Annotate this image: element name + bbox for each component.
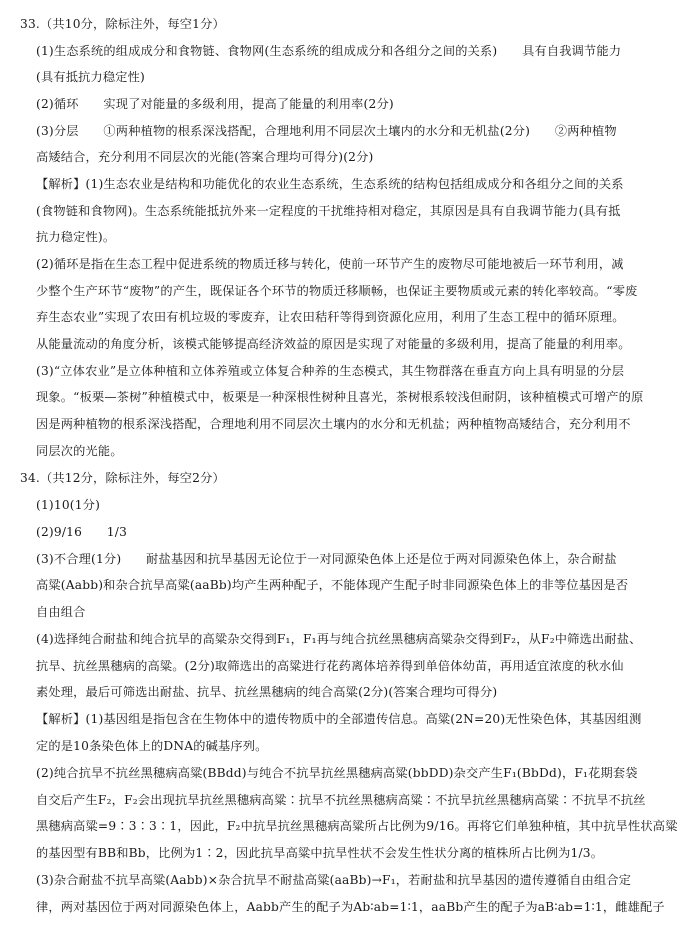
q34-answer-3-cont: 高粱(Aabb)和杂合抗旱高粱(aaBb)均产生两种配子，不能体现产生配子时非同源染色体上的非等位基因是否: [36, 578, 629, 592]
q34-analysis-2: (2)纯合抗旱不抗丝黑穗病高粱(BBdd)与纯合不抗旱抗丝黑穗病高粱(bbDD)杂交产生F₁(BbDd)，F₁花期套袋: [36, 766, 638, 780]
q33-analysis-3: (3)“立体农业”是立体种植和立体养殖或立体复合种养的生态模式，其生物群落在垂直方向上具有明显的分层: [36, 364, 625, 378]
q34-answer-1: (1)10(1分): [36, 498, 101, 512]
q33-answer-3-cont: 高矮结合，充分利用不同层次的光能(答案合理均可得分)(2分): [36, 150, 374, 164]
q34-analysis-1: 【解析】(1)基因组是指包含在生物体中的遗传物质中的全部遗传信息。高粱(2N=20)无性染色体，其基因组测: [36, 712, 642, 726]
q34-answer-3-end: 自由组合: [36, 605, 86, 619]
q33-answer-1: (1)生态系统的组成成分和食物链、食物网(生态系统的组成成分和各组分之间的关系) 具有自我调节能力: [36, 44, 622, 58]
q33-analysis-3-cont: 现象。“板栗—茶树”种植模式中，板栗是一种深根性树种且喜光，茶树根系较浅但耐阴，该种植模式可增产的原: [36, 390, 644, 404]
q33-answer-3: (3)分层 ①两种植物的根系深浅搭配，合理地利用不同层次土壤内的水分和无机盐(2分) ②两种植物: [36, 124, 617, 138]
q33-heading: 33.（共10分，除标注外，每空1分）: [20, 17, 225, 31]
q33-analysis-1: 【解析】(1)生态农业是结构和功能优化的农业生态系统，生态系统的结构包括组成成分和各组分之间的关系: [36, 177, 624, 191]
q33-analysis-3-end: 同层次的光能。: [36, 444, 123, 458]
q33-analysis-1-cont: (食物链和食物网)。生态系统能抵抗外来一定程度的干扰维持相对稳定，其原因是具有自我调节能力(具有抵: [36, 204, 621, 218]
q33-answer-1-cont: (具有抵抗力稳定性): [36, 70, 146, 84]
q33-analysis-1-end: 抗力稳定性)。: [36, 230, 116, 244]
q34-analysis-2-cont2: 黑穗病高粱=9∶3∶3∶1，因此，F₂中抗旱抗丝黑穗病高粱所占比例为9/16。再将它们单独种植，其中抗旱性状高粱: [36, 819, 678, 833]
q34-analysis-1-end: 定的是10条染色体上的DNA的碱基序列。: [36, 739, 268, 753]
q34-analysis-2-end: 的基因型有BB和Bb，比例为1∶2，因此抗旱高粱中抗旱性状不会发生性状分离的植株所占比例为1/3。: [36, 846, 604, 860]
q33-analysis-2-cont: 少整个生产环节“废物”的产生，既保证各个环节的物质迁移顺畅，也保证主要物质或元素的转化率较高。“零废: [36, 284, 638, 298]
q33-answer-2: (2)循环 实现了对能量的多级利用，提高了能量的利用率(2分): [36, 97, 394, 111]
q34-analysis-2-cont: 自交后产生F₂，F₂会出现抗旱抗丝黑穗病高粱∶抗旱不抗丝黑穗病高粱∶不抗旱抗丝黑穗病高粱∶不抗旱不抗丝: [36, 793, 646, 807]
q34-answer-4: (4)选择纯合耐盐和纯合抗旱的高粱杂交得到F₁，F₁再与纯合抗丝黑穗病高粱杂交得到F₂，从F₂中筛选出耐盐、: [36, 632, 642, 646]
q34-analysis-3-cont: 律，两对基因位于两对同源染色体上，Aabb产生的配子为Ab∶ab=1∶1，aaBb产生的配子为aB∶ab=1∶1，雌雄配子: [36, 900, 665, 914]
q34-answer-2: (2)9/16 1/3: [36, 525, 128, 539]
q34-analysis-3: (3)杂合耐盐不抗旱高粱(Aabb)×杂合抗旱不耐盐高粱(aaBb)→F₁，若耐盐和抗旱基因的遗传遵循自由组合定: [36, 873, 632, 887]
q34-heading: 34.（共12分，除标注外，每空2分）: [20, 471, 225, 485]
q34-answer-4-cont: 抗旱、抗丝黑穗病的高粱。(2分)取筛选出的高粱进行花药离体培养得到单倍体幼苗，再用适宜浓度的秋水仙: [36, 659, 624, 673]
q33-analysis-2-cont2: 弃生态农业”实现了农田有机垃圾的零废弃，让农田秸秆等得到资源化应用，利用了生态工程中的循环原理。: [36, 310, 625, 324]
q33-analysis-2: (2)循环是指在生态工程中促进系统的物质迁移与转化，使前一环节产生的废物尽可能地被后一环节利用，减: [36, 257, 624, 271]
q34-answer-3: (3)不合理(1分) 耐盐基因和抗旱基因无论位于一对同源染色体上还是位于两对同源染色体上，杂合耐盐: [36, 552, 617, 566]
q33-analysis-2-end: 从能量流动的角度分析，该模式能够提高经济效益的原因是实现了对能量的多级利用，提高了能量的利用率。: [36, 337, 631, 351]
q34-answer-4-end: 素处理，最后可筛选出耐盐、抗旱、抗丝黑穗病的纯合高粱(2分)(答案合理均可得分): [36, 685, 498, 699]
q33-analysis-3-cont2: 因是两种植物的根系深浅搭配，合理地利用不同层次土壤内的水分和无机盐；两种植物高矮结合，充分利用不: [36, 417, 631, 431]
